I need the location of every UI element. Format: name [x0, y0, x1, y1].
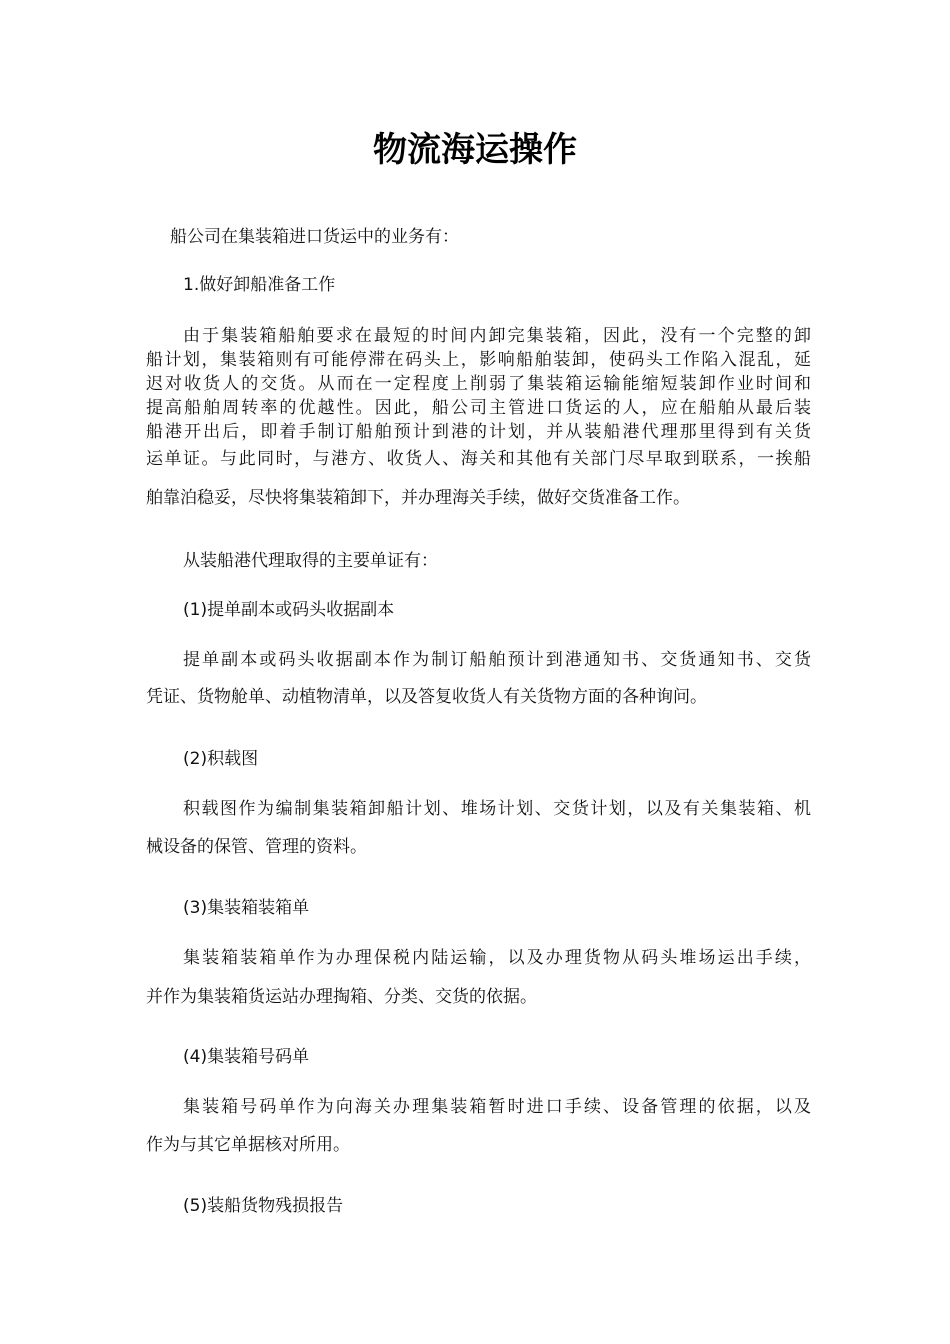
item-heading: (2)积载图: [183, 749, 259, 769]
item-heading: (1)提单副本或码头收据副本: [183, 600, 395, 620]
item-heading: (3)集装箱装箱单: [183, 898, 310, 918]
paragraph-line: 舶靠泊稳妥，尽快将集装箱卸下，并办理海关手续，做好交货准备工作。: [146, 488, 690, 508]
docs-intro-text: 从装船港代理取得的主要单证有：: [183, 551, 438, 571]
paragraph-line: 迟对收货人的交货。从而在一定程度上削弱了集装箱运输能缩短装卸作业时间和: [146, 374, 811, 394]
paragraph-line: 集装箱装箱单作为办理保税内陆运输，以及办理货物从码头堆场运出手续，: [183, 948, 811, 968]
paragraph-line: 作为与其它单据核对所用。: [146, 1135, 350, 1155]
intro-text: 船公司在集装箱进口货运中的业务有：: [170, 227, 459, 247]
paragraph-line: 并作为集装箱货运站办理掏箱、分类、交货的依据。: [146, 987, 537, 1007]
section-heading: 1.做好卸船准备工作: [183, 275, 336, 295]
paragraph-line: 凭证、货物舱单、动植物清单，以及答复收货人有关货物方面的各种询问。: [146, 687, 707, 707]
paragraph-line: 积载图作为编制集装箱卸船计划、堆场计划、交货计划，以及有关集装箱、机: [183, 799, 811, 819]
paragraph-line: 船计划，集装箱则有可能停滞在码头上，影响船舶装卸，使码头工作陷入混乱，延: [146, 350, 811, 370]
paragraph-line: 运单证。与此同时，与港方、收货人、海关和其他有关部门尽早取到联系，一挨船: [146, 449, 811, 469]
paragraph-line: 由于集装箱船舶要求在最短的时间内卸完集装箱，因此，没有一个完整的卸: [183, 326, 811, 346]
paragraph-line: 集装箱号码单作为向海关办理集装箱暂时进口手续、设备管理的依据，以及: [183, 1097, 811, 1117]
paragraph-line: 提高船舶周转率的优越性。因此，船公司主管进口货运的人，应在船舶从最后装: [146, 398, 811, 418]
paragraph-line: 船港开出后，即着手制订船舶预计到港的计划，并从装船港代理那里得到有关货: [146, 422, 811, 442]
paragraph-line: 械设备的保管、管理的资料。: [146, 837, 367, 857]
item-heading: (5)装船货物残损报告: [183, 1196, 344, 1216]
item-heading: (4)集装箱号码单: [183, 1047, 310, 1067]
paragraph-line: 提单副本或码头收据副本作为制订船舶预计到港通知书、交货通知书、交货: [183, 650, 811, 670]
page-title: 物流海运操作: [373, 130, 577, 170]
